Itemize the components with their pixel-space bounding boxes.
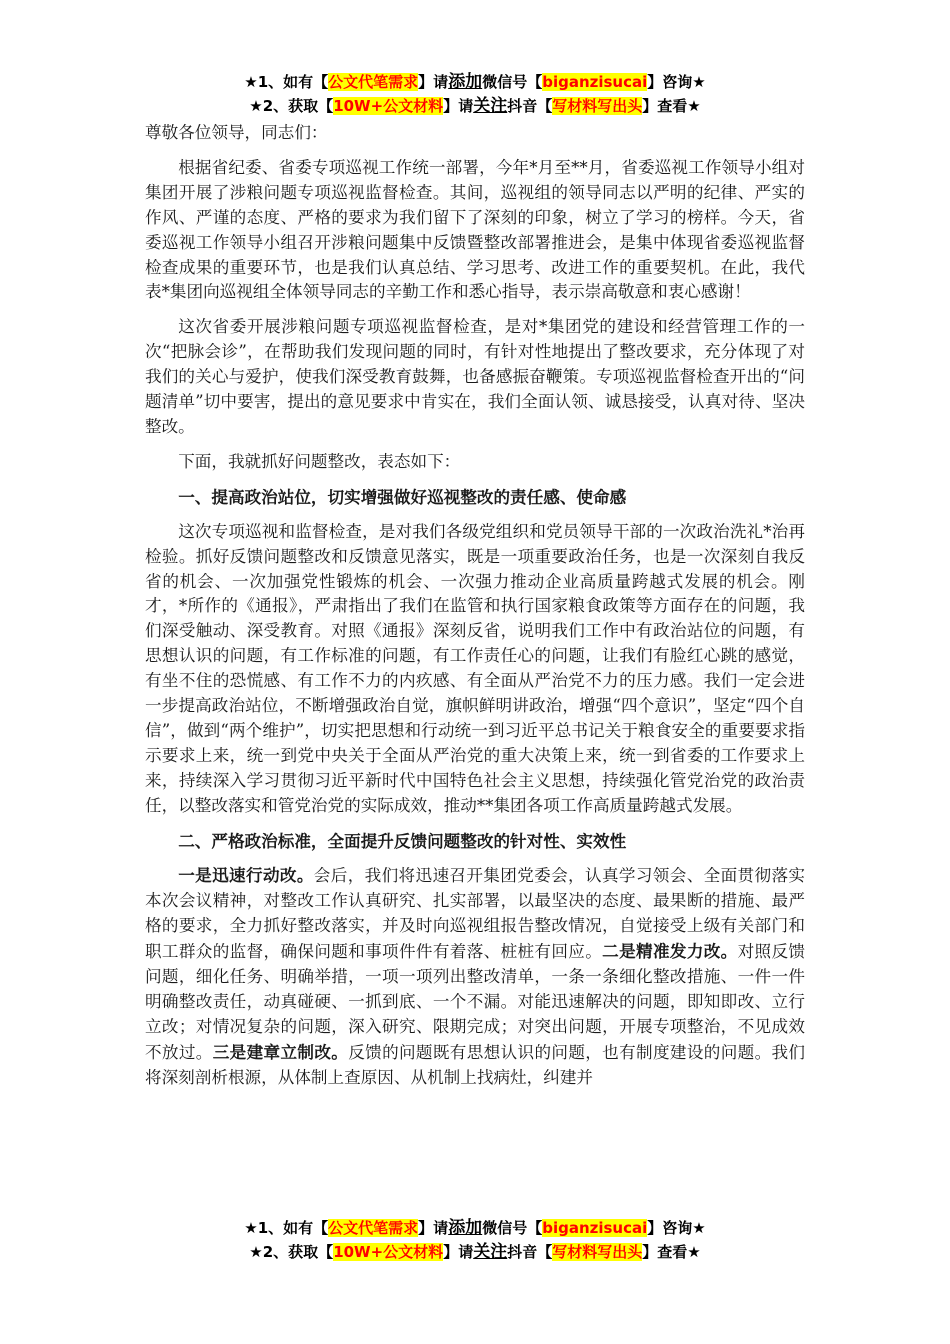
paragraph: 一是迅速行动改。会后，我们将迅速召开集团党委会，认真学习领会、全面贯彻落实本次会议精神，对整改工作认真研究、扎实部署，以最坚决的态度、最果断的措施、最严格的要求，全力抓好整改落实，并及时向巡视组报告整改情况，自觉接受上级有关部门和职工群众的监督，确保问题和事项件件有着落、桩桩有回应。二是精准发力改。对照反馈问题，细化任务、明确举措，一项一项列出整改清单，一条一条细化整改措施、一件一件明确整改责任，动真碰硬、一抓到底、一个不漏。对能迅速解决的问题，即知即改、立行立改；对情况复杂的问题，深入研究、限期完成；对突出问题，开展专项整治，不见成效不放过。三是建章立制改。反馈的问题既有思想认识的问题，也有制度建设的问题。我们将深刻剖析根源，从体制上查原因、从机制上找病灶，纠建并 [145,865,806,1087]
promo-line-2: ★2、获取【10W+公文材料】请关注抖音【写材料写出头】查看★ [249,1242,701,1262]
paragraph: 这次专项巡视和监督检查，是对我们各级党组织和党员领导干部的一次政治洗礼*治再检验。抓好反馈问题整改和反馈意见落实，既是一项重要政治任务，也是一次深刻自我反省的机会、一次加强党性锻炼的机会、一次强力推动企业高质量跨越式发展的机会。刚才，*所作的《通报》，严肃指出了我们在监管和执行国家粮食政策等方面存在的问题，我们深受触动、深受教育。对照《通报》深刻反省，说明我们工作中有政治站位的问题，有思想认识的问题，有工作标准的问题，有工作责任心的问题，让我们有脸红心跳的感觉，有坐不住的恐慌感、有工作不力的内疚感、有全面从严治党不力的压力感。我们一定会进一步提高政治站位，不断增强政治自觉，旗帜鲜明讲政治，增强“四个意识”，坚定“四个自信”，做到“两个维护”，切实把思想和行动统一到习近平总书记关于粮食安全的重要要求指示要求上来，统一到党中央关于全面从严治党的重大决策上来，统一到省委的工作要求上来，持续深入学习贯彻习近平新时代中国特色社会主义思想，持续强化管党治党的政治责任，以整改落实和管党治党的实际成效，推动**集团各项工作高质量跨越式发展。 [145,521,805,815]
promo-line-2: ★2、获取【10W+公文材料】请关注抖音【写材料写出头】查看★ [249,96,701,116]
highlight-materials: 10W+公文材料 [333,97,444,115]
highlight-service: 公文代笔需求 [328,1219,419,1237]
paragraph: 这次省委开展涉粮问题专项巡视监督检查，是对*集团党的建设和经营管理工作的一次“把脉会诊”，在帮助我们发现问题的同时，有针对性地提出了整改要求，充分体现了对我们的关心与爱护，使我们深受教育鼓舞，也备感振奋鞭策。专项巡视监督检查开出的“问题清单”切中要害，提出的意见要求中肯实在，我们全面认领、诚恳接受，认真对待、坚决整改。 [145,317,805,436]
highlight-wechat-id: biganzisucai [542,1219,648,1237]
highlight-materials: 10W+公文材料 [333,1243,444,1261]
point-label: 一是迅速行动改。 [178,865,314,886]
paragraph: 下面，我就抓好问题整改，表态如下： [178,451,461,471]
point-label: 三是建章立制改。 [212,1041,349,1062]
highlight-douyin-account: 写材料写出头 [552,97,643,115]
salutation: 尊敬各位领导，同志们： [145,123,328,142]
highlight-service: 公文代笔需求 [328,73,419,91]
paragraph: 根据省纪委、省委专项巡视工作统一部署，今年*月至**月，省委巡视工作领导小组对集团开展了涉粮问题专项巡视监督检查。其间，巡视组的领导同志以严明的纪律、严实的作风、严谨的态度、严格的要求为我们留下了深刻的印象，树立了学习的榜样。今天，省委巡视工作领导小组召开涉粮问题集中反馈暨整改部署推进会，是集中体现省委巡视监督检查成果的重要环节，也是我们认真总结、学习思考、改进工作的重要契机。在此，我代表*集团向巡视组全体领导同志的辛勤工作和悉心指导，表示崇高敬意和衷心感谢！ [145,157,805,302]
promo-banner-top [0,70,950,118]
highlight-douyin-account: 写材料写出头 [552,1243,643,1261]
point-label: 二是精准发力改。 [602,941,738,962]
document-body [145,121,805,1091]
section-heading-1: 一、提高政治站位，切实增强做好巡视整改的责任感、使命感 [178,486,627,507]
highlight-wechat-id: biganzisucai [542,73,648,91]
promo-line-1: ★1、如有【公文代笔需求】请添加微信号【biganzisucai】咨询★ [244,1218,706,1238]
promo-banner-bottom [0,1216,950,1264]
promo-line-1: ★1、如有【公文代笔需求】请添加微信号【biganzisucai】咨询★ [244,72,706,92]
section-heading-2: 二、严格政治标准，全面提升反馈问题整改的针对性、实效性 [178,830,627,851]
